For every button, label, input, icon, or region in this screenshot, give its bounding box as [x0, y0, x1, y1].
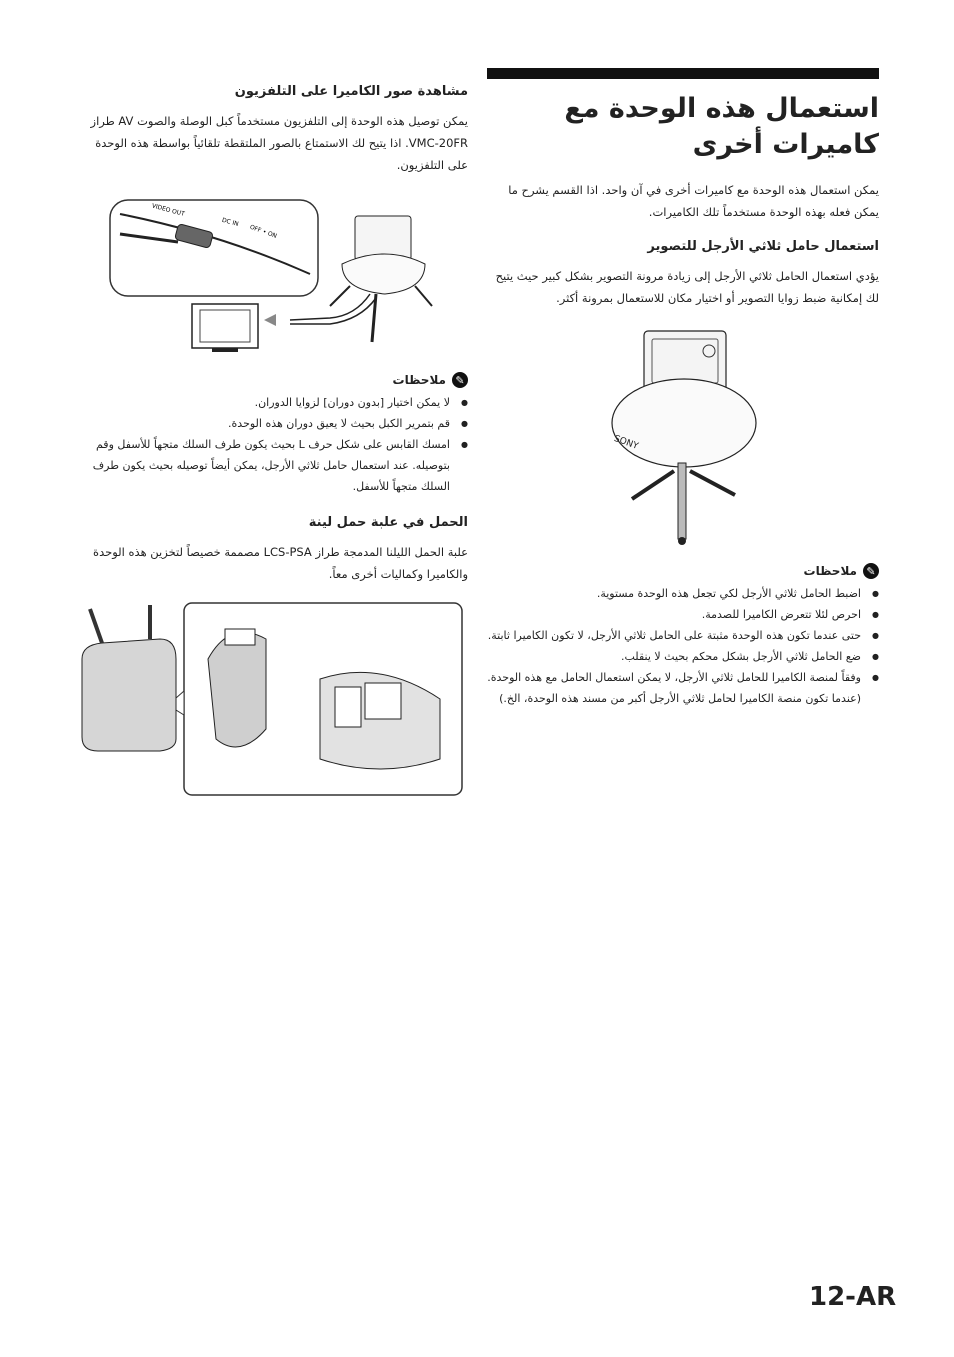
right-notes-title: [487, 563, 879, 579]
right-notes-label: ملاحظات: [803, 564, 857, 578]
left-notes-list: [80, 392, 468, 497]
tripod-heading: استعمال حامل ثلاثي الأرجل للتصوير: [647, 239, 879, 254]
case-paragraph: علبة الحمل الليلنا المدمجة طراز LCS-PSA مصممة خصيصاً لتخزين هذه الوحدة والكاميرا وكماليات أخرى معاً.: [93, 545, 468, 581]
svg-text:SONY: SONY: [612, 433, 640, 452]
right-note-5: ● وفقاً لمنصة الكاميرا للحامل ثلاثي الأرجل، لا يمكن استعمال الحامل مع هذه الوحدة. (عندما تكون منصة الكاميرا لحامل ثلاثي الأرجل أكبر من مسند هذه الوحدة، الخ.): [487, 667, 879, 709]
carrying-case-illustration: [80, 599, 468, 799]
right-notes-list: [487, 583, 879, 709]
notes-icon: ✎: [452, 372, 468, 388]
notes-icon: ✎: [863, 563, 879, 579]
tripod-paragraph: يؤدي استعمال الحامل ثلاثي الأرجل إلى زيادة مرونة التصوير بشكل كبير حيث يتيح لك إمكانية ضبط زوايا التصوير أو اختيار مكان للاستعمال بمرونة أكثر.: [495, 269, 879, 305]
left-note-2: ● قم بتمرير الكبل بحيث لا يعيق دوران هذه الوحدة.: [80, 413, 468, 434]
page-number: 12-AR: [809, 1282, 897, 1312]
intro-paragraph: يمكن استعمال هذه الوحدة مع كاميرات أخرى في آن واحد. اذا القسم يشرح ما يمكن فعله بهذه الوحدة مستخدماً تلك الكاميرات.: [508, 183, 879, 219]
dc-in-label: DC IN: [221, 216, 240, 228]
right-note-3: ● حتى عندما تكون هذه الوحدة مثبتة على الحامل ثلاثي الأرجل، لا تكون الكاميرا ثابتة.: [487, 625, 879, 646]
video-out-label: VIDEO OUT: [150, 202, 186, 218]
left-note-1: ● لا يمكن اختيار [بدون دوران] لزوايا الدوران.: [80, 392, 468, 413]
tv-paragraph: يمكن توصيل هذه الوحدة إلى التلفزيون مستخدماً كبل الوصلة والصوت AV طراز VMC-20FR. اذا يتيح لك الاستمتاع بالصور الملتقطة تلقائياً بواسطة هذه الوحدة على التلفزيون.: [90, 114, 468, 172]
page-title: استعمال هذه الوحدة مع كاميرات أخرى: [564, 93, 879, 160]
right-note-2: ● احرص لئلا تتعرض الكاميرا للصدمة.: [487, 604, 879, 625]
right-column: [487, 68, 879, 709]
tv-heading: مشاهدة صور الكاميرا على التلفزيون: [234, 84, 468, 99]
power-switch-label: OFF • ON: [248, 223, 278, 240]
left-notes-title: [80, 372, 468, 388]
left-notes-label: ملاحظات: [392, 373, 446, 387]
tripod-illustration: [487, 323, 879, 553]
tv-connection-illustration: [80, 194, 468, 364]
title-rule: [487, 68, 879, 79]
right-note-4: ● ضع الحامل ثلاثي الأرجل بشكل محكم بحيث لا ينقلب.: [487, 646, 879, 667]
left-column: [80, 82, 468, 799]
left-note-3: ● امسك القابس على شكل حرف L بحيث يكون طرف السلك متجهاً للأسفل وقم بتوصيله. عند استعمال حامل ثلاثي الأرجل، يمكن أيضاً توصيله بحيث يكون طرف السلك متجهاً للأسفل.: [80, 434, 468, 497]
case-heading: الحمل في علبة حمل لينة: [308, 515, 468, 530]
right-note-1: ● اضبط الحامل ثلاثي الأرجل لكي تجعل هذه الوحدة مستوية.: [487, 583, 879, 604]
